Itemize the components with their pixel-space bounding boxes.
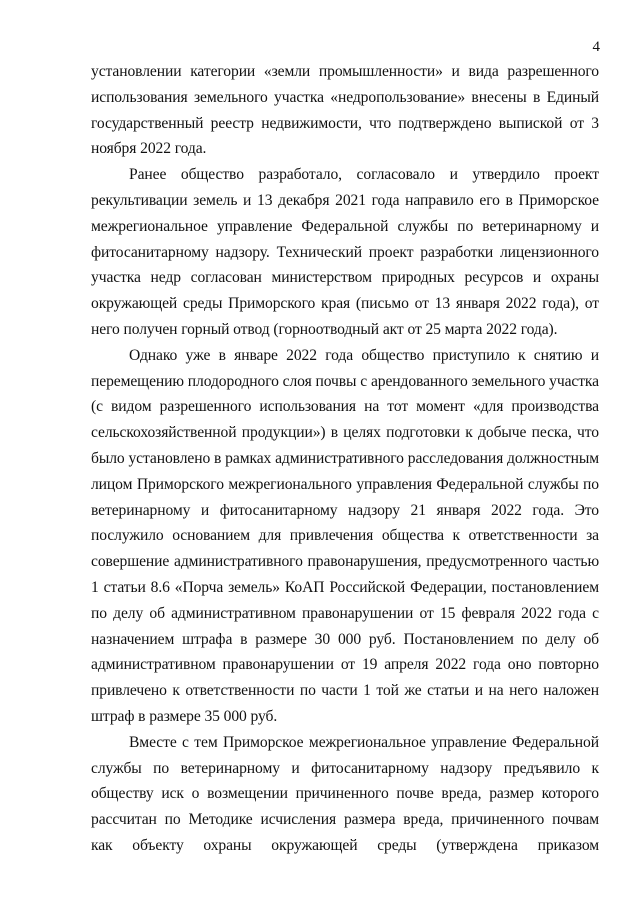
text-line: ноября 2022 года. [91,140,207,158]
text-line: как объекту охраны окружающей среды (утверждена приказом [91,836,599,854]
text-line: штраф в размере 35 000 руб. [91,707,278,725]
text-line: установлении категории «земли промышленности» и вида разрешенного [91,63,599,80]
text-line: совершение административного правонарушения, предусмотренного частью [91,553,599,571]
text-line: перемещению плодородного слоя почвы с арендованного земельного участка [91,372,599,390]
text-line: по делу об административном правонарушении от 15 февраля 2022 года с [91,604,599,622]
text-line: государственный реестр недвижимости, что подтверждено выпиской от 3 [91,114,599,132]
text-line: рассчитан по Методике исчисления размера вреда, причиненного почвам [91,811,599,829]
text-line: службы по ветеринарному и фитосанитарному надзору предъявило к [91,759,599,777]
text-line: него получен горный отвод (горноотводный акт от 25 марта 2022 года). [91,320,558,338]
text-line: окружающей среды Приморского края (письмо от 13 января 2022 года), от [91,295,599,313]
text-line: послужило основанием для привлечения общества к ответственности за [91,527,599,545]
text-line: межрегиональное управление Федеральной службы по ветеринарному и [91,217,599,235]
text-line: Однако уже в январе 2022 года общество приступило к снятию и [129,346,599,364]
text-line: назначением штрафа в размере 30 000 руб. Постановлением по делу об [91,630,599,648]
text-line: рекультивации земель и 13 декабря 2021 года направило его в Приморское [91,191,599,209]
paragraph [91,59,599,162]
text-line: было установлено в рамках административного расследования должностным [91,449,599,467]
document-body [91,59,599,859]
page-number: 4 [592,39,600,55]
text-line: фитосанитарному надзору. Технический проект разработки лицензионного [91,243,599,261]
paragraph [91,343,599,730]
text-line: привлечено к ответственности по части 1 той же статьи и на него наложен [91,682,599,700]
text-line: Вместе с тем Приморское межрегиональное управление Федеральной [129,733,599,751]
text-line: ветеринарному и фитосанитарному надзору 21 января 2022 года. Это [91,501,599,519]
text-line: лицом Приморского межрегионального управления Федеральной службы по [91,475,599,493]
text-line: использования земельного участка «недропользование» внесены в Единый [91,88,599,106]
text-line: сельскохозяйственной продукции») в целях подготовки к добыче песка, что [91,424,599,442]
text-line: участка недр согласован министерством природных ресурсов и охраны [91,269,599,287]
paragraph [91,730,599,859]
text-line: Ранее общество разработало, согласовало и утвердило проект [129,166,599,184]
text-line: 1 статьи 8.6 «Порча земель» КоАП Российской Федерации, постановлением [91,578,599,596]
text-line: административном правонарушении от 19 апреля 2022 года оно повторно [91,656,599,674]
text-line: (с видом разрешенного использования на тот момент «для производства [91,398,599,416]
paragraph [91,162,599,343]
text-line: обществу иск о возмещении причиненного почве вреда, размер которого [91,785,599,803]
